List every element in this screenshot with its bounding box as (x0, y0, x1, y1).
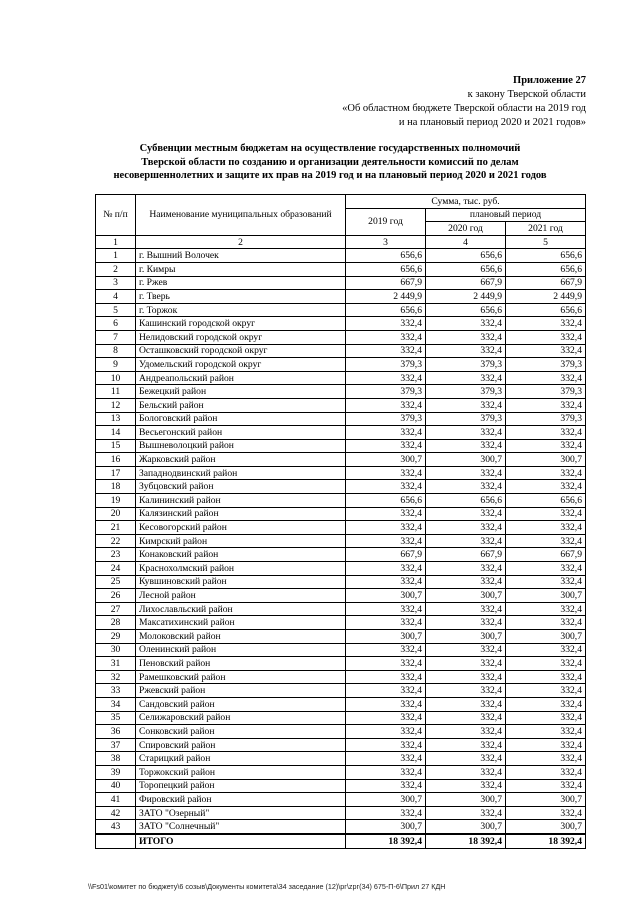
row-2020: 2 449,9 (426, 290, 506, 304)
table-row (96, 779, 586, 793)
row-name: Оленинский район (136, 643, 346, 657)
appendix-line: и на плановый период 2020 и 2021 годов» (398, 117, 586, 128)
row-number: 18 (96, 480, 136, 494)
table-row (96, 494, 586, 508)
row-2021: 332,4 (506, 426, 586, 440)
row-2019: 332,4 (346, 507, 426, 521)
row-2021: 332,4 (506, 684, 586, 698)
row-2021: 300,7 (506, 453, 586, 467)
row-2019: 300,7 (346, 630, 426, 644)
row-2021: 332,4 (506, 575, 586, 589)
row-name: Кувшиновский район (136, 575, 346, 589)
table-row (96, 657, 586, 671)
row-2021: 2 449,9 (506, 290, 586, 304)
row-2020: 332,4 (426, 521, 506, 535)
table-row (96, 562, 586, 576)
total-2021: 18 392,4 (506, 834, 586, 848)
row-2021: 332,4 (506, 534, 586, 548)
row-number: 43 (96, 820, 136, 834)
row-name: Рамешковский район (136, 670, 346, 684)
table-row (96, 752, 586, 766)
row-2019: 332,4 (346, 752, 426, 766)
row-name: Зубцовский район (136, 480, 346, 494)
row-name: Торопецкий район (136, 779, 346, 793)
row-2021: 379,3 (506, 358, 586, 372)
table-row (96, 330, 586, 344)
table-row (96, 344, 586, 358)
table-row (96, 602, 586, 616)
subsidies-table (95, 194, 586, 849)
appendix-line: к закону Тверской области (467, 89, 586, 100)
header-sum: Сумма, тыс. руб. (346, 195, 586, 209)
row-2021: 332,4 (506, 806, 586, 820)
row-number: 6 (96, 317, 136, 331)
row-2019: 332,4 (346, 575, 426, 589)
table-row (96, 426, 586, 440)
header-2020: 2020 год (426, 222, 506, 236)
row-2020: 332,4 (426, 670, 506, 684)
row-number: 23 (96, 548, 136, 562)
row-2019: 332,4 (346, 684, 426, 698)
table-row (96, 262, 586, 276)
row-2020: 332,4 (426, 398, 506, 412)
row-number: 37 (96, 738, 136, 752)
row-2019: 332,4 (346, 480, 426, 494)
row-2021: 332,4 (506, 697, 586, 711)
row-name: Фировский район (136, 793, 346, 807)
row-2020: 332,4 (426, 534, 506, 548)
row-name: Осташковский городской округ (136, 344, 346, 358)
row-2021: 656,6 (506, 303, 586, 317)
row-number: 36 (96, 725, 136, 739)
table-body (96, 249, 586, 834)
table-row (96, 385, 586, 399)
row-2019: 300,7 (346, 820, 426, 834)
row-2021: 379,3 (506, 412, 586, 426)
row-2021: 332,4 (506, 344, 586, 358)
row-2019: 300,7 (346, 589, 426, 603)
row-2019: 332,4 (346, 711, 426, 725)
table-row (96, 793, 586, 807)
row-2021: 332,4 (506, 616, 586, 630)
header-num: № п/п (96, 195, 136, 236)
row-2020: 332,4 (426, 806, 506, 820)
row-2019: 656,6 (346, 303, 426, 317)
row-name: г. Тверь (136, 290, 346, 304)
row-name: Кашинский городской округ (136, 317, 346, 331)
row-2021: 300,7 (506, 793, 586, 807)
col-number-5: 5 (506, 235, 586, 249)
row-number: 31 (96, 657, 136, 671)
table-row (96, 534, 586, 548)
table-row (96, 466, 586, 480)
row-number: 27 (96, 602, 136, 616)
table-row (96, 276, 586, 290)
table-row (96, 697, 586, 711)
col-number-3: 3 (346, 235, 426, 249)
row-number: 8 (96, 344, 136, 358)
row-2020: 332,4 (426, 752, 506, 766)
row-2021: 332,4 (506, 725, 586, 739)
row-2021: 656,6 (506, 494, 586, 508)
row-2020: 332,4 (426, 562, 506, 576)
row-name: Лихославльский район (136, 602, 346, 616)
row-number: 13 (96, 412, 136, 426)
row-name: Краснохолмский район (136, 562, 346, 576)
row-2020: 656,6 (426, 262, 506, 276)
row-number: 1 (96, 249, 136, 263)
row-number: 21 (96, 521, 136, 535)
row-number: 35 (96, 711, 136, 725)
table-row (96, 643, 586, 657)
row-2021: 332,4 (506, 317, 586, 331)
row-name: Лесной район (136, 589, 346, 603)
document-title (60, 142, 600, 183)
table-row (96, 684, 586, 698)
row-2021: 332,4 (506, 439, 586, 453)
row-number: 17 (96, 466, 136, 480)
row-number: 20 (96, 507, 136, 521)
row-name: г. Кимры (136, 262, 346, 276)
row-2019: 332,4 (346, 426, 426, 440)
row-2019: 332,4 (346, 602, 426, 616)
row-name: Западнодвинский район (136, 466, 346, 480)
row-2019: 332,4 (346, 534, 426, 548)
row-name: Калязинский район (136, 507, 346, 521)
total-2019: 18 392,4 (346, 834, 426, 848)
row-2020: 332,4 (426, 317, 506, 331)
row-2019: 332,4 (346, 344, 426, 358)
table-row (96, 521, 586, 535)
file-path-footer: \\Fs01\комитет по бюджету\6 созыв\Документы комитета\34 заседание (12)\рг\zрг(34) 675-П-6\Прил 27 КДН (88, 882, 446, 891)
row-2019: 332,4 (346, 562, 426, 576)
row-2020: 332,4 (426, 439, 506, 453)
row-2019: 332,4 (346, 466, 426, 480)
header-name: Наименование муниципальных образований (136, 195, 346, 236)
row-2020: 332,4 (426, 507, 506, 521)
row-2021: 332,4 (506, 752, 586, 766)
row-2019: 379,3 (346, 358, 426, 372)
row-2019: 332,4 (346, 725, 426, 739)
table-row (96, 806, 586, 820)
row-2021: 332,4 (506, 670, 586, 684)
row-2020: 332,4 (426, 738, 506, 752)
row-name: Конаковский район (136, 548, 346, 562)
row-2020: 300,7 (426, 630, 506, 644)
total-label: ИТОГО (136, 834, 346, 848)
table-row (96, 303, 586, 317)
row-name: г. Ржев (136, 276, 346, 290)
table-row (96, 371, 586, 385)
row-name: Торжокский район (136, 765, 346, 779)
row-name: Кесовогорский район (136, 521, 346, 535)
row-2019: 332,4 (346, 779, 426, 793)
row-2020: 300,7 (426, 589, 506, 603)
row-name: Сонковский район (136, 725, 346, 739)
row-name: Калининский район (136, 494, 346, 508)
row-number: 5 (96, 303, 136, 317)
row-2021: 656,6 (506, 262, 586, 276)
row-2020: 332,4 (426, 779, 506, 793)
row-2021: 332,4 (506, 371, 586, 385)
row-2019: 656,6 (346, 249, 426, 263)
table-row (96, 630, 586, 644)
row-2021: 332,4 (506, 779, 586, 793)
row-2020: 300,7 (426, 453, 506, 467)
table-row (96, 711, 586, 725)
row-2019: 379,3 (346, 412, 426, 426)
row-2019: 667,9 (346, 548, 426, 562)
row-number: 10 (96, 371, 136, 385)
row-number: 22 (96, 534, 136, 548)
total-num-cell (96, 834, 136, 848)
row-2021: 379,3 (506, 385, 586, 399)
row-2020: 332,4 (426, 697, 506, 711)
row-2020: 332,4 (426, 643, 506, 657)
row-2020: 332,4 (426, 711, 506, 725)
row-2021: 332,4 (506, 602, 586, 616)
table-row (96, 616, 586, 630)
row-name: Старицкий район (136, 752, 346, 766)
row-number: 32 (96, 670, 136, 684)
row-number: 12 (96, 398, 136, 412)
row-2021: 332,4 (506, 330, 586, 344)
row-name: Бологовский район (136, 412, 346, 426)
row-number: 41 (96, 793, 136, 807)
table-row (96, 765, 586, 779)
appendix-block (342, 74, 586, 130)
row-number: 9 (96, 358, 136, 372)
row-2021: 332,4 (506, 466, 586, 480)
row-number: 29 (96, 630, 136, 644)
table-row (96, 738, 586, 752)
row-number: 39 (96, 765, 136, 779)
table-row (96, 358, 586, 372)
appendix-line: «Об областном бюджете Тверской области на 2019 год (342, 103, 586, 114)
row-2020: 332,4 (426, 725, 506, 739)
row-2020: 332,4 (426, 480, 506, 494)
row-2020: 332,4 (426, 602, 506, 616)
row-2020: 300,7 (426, 820, 506, 834)
row-2020: 656,6 (426, 494, 506, 508)
row-2021: 332,4 (506, 480, 586, 494)
row-number: 7 (96, 330, 136, 344)
title-line: Субвенции местным бюджетам на осуществление государственных полномочий (139, 143, 521, 154)
row-number: 33 (96, 684, 136, 698)
row-2019: 332,4 (346, 521, 426, 535)
row-number: 4 (96, 290, 136, 304)
row-name: Удомельский городской округ (136, 358, 346, 372)
row-name: Весьегонский район (136, 426, 346, 440)
table-row (96, 249, 586, 263)
total-2020: 18 392,4 (426, 834, 506, 848)
row-name: Жарковский район (136, 453, 346, 467)
row-number: 3 (96, 276, 136, 290)
header-2019: 2019 год (346, 208, 426, 235)
row-name: Сандовский район (136, 697, 346, 711)
total-row (96, 834, 586, 848)
table-row (96, 317, 586, 331)
row-number: 11 (96, 385, 136, 399)
row-name: ЗАТО "Озерный" (136, 806, 346, 820)
row-2020: 379,3 (426, 385, 506, 399)
row-2021: 332,4 (506, 398, 586, 412)
table-row (96, 820, 586, 834)
row-number: 16 (96, 453, 136, 467)
title-line: несовершеннолетних и защите их прав на 2019 год и на плановый период 2020 и 2021 годов (113, 170, 547, 181)
row-number: 2 (96, 262, 136, 276)
row-2019: 332,4 (346, 765, 426, 779)
row-2021: 667,9 (506, 548, 586, 562)
row-number: 40 (96, 779, 136, 793)
row-2019: 332,4 (346, 616, 426, 630)
row-name: Нелидовский городской округ (136, 330, 346, 344)
row-name: ЗАТО "Солнечный" (136, 820, 346, 834)
table-row (96, 412, 586, 426)
row-2019: 332,4 (346, 439, 426, 453)
row-number: 19 (96, 494, 136, 508)
header-2021: 2021 год (506, 222, 586, 236)
row-name: г. Торжок (136, 303, 346, 317)
row-2021: 300,7 (506, 589, 586, 603)
row-2020: 332,4 (426, 616, 506, 630)
row-name: г. Вышний Волочек (136, 249, 346, 263)
row-2020: 332,4 (426, 657, 506, 671)
table-row (96, 548, 586, 562)
row-number: 38 (96, 752, 136, 766)
appendix-title: Приложение 27 (513, 75, 586, 86)
row-2021: 667,9 (506, 276, 586, 290)
row-2020: 667,9 (426, 548, 506, 562)
row-number: 28 (96, 616, 136, 630)
row-2020: 332,4 (426, 765, 506, 779)
row-2021: 332,4 (506, 765, 586, 779)
table-row (96, 670, 586, 684)
row-2020: 300,7 (426, 793, 506, 807)
row-2021: 332,4 (506, 521, 586, 535)
row-2020: 656,6 (426, 249, 506, 263)
row-2020: 332,4 (426, 426, 506, 440)
row-name: Бельский район (136, 398, 346, 412)
table-row (96, 398, 586, 412)
row-name: Андреапольский район (136, 371, 346, 385)
row-2021: 656,6 (506, 249, 586, 263)
row-number: 15 (96, 439, 136, 453)
row-2019: 656,6 (346, 262, 426, 276)
row-name: Максатихинский район (136, 616, 346, 630)
row-2021: 332,4 (506, 738, 586, 752)
row-2019: 379,3 (346, 385, 426, 399)
row-2020: 379,3 (426, 412, 506, 426)
col-number-1: 1 (96, 235, 136, 249)
header-planned: плановый период (426, 208, 586, 222)
row-number: 25 (96, 575, 136, 589)
row-number: 26 (96, 589, 136, 603)
table-row (96, 453, 586, 467)
row-2020: 379,3 (426, 358, 506, 372)
table-row (96, 575, 586, 589)
row-2020: 332,4 (426, 344, 506, 358)
row-name: Вышневолоцкий район (136, 439, 346, 453)
row-2019: 332,4 (346, 371, 426, 385)
row-name: Кимрский район (136, 534, 346, 548)
row-number: 42 (96, 806, 136, 820)
row-name: Пеновский район (136, 657, 346, 671)
row-number: 14 (96, 426, 136, 440)
row-2019: 332,4 (346, 738, 426, 752)
row-name: Спировский район (136, 738, 346, 752)
row-2021: 332,4 (506, 657, 586, 671)
row-2019: 2 449,9 (346, 290, 426, 304)
row-2019: 667,9 (346, 276, 426, 290)
row-2021: 300,7 (506, 630, 586, 644)
row-2019: 332,4 (346, 657, 426, 671)
table-row (96, 507, 586, 521)
row-2019: 332,4 (346, 398, 426, 412)
row-name: Ржевский район (136, 684, 346, 698)
row-2021: 332,4 (506, 507, 586, 521)
row-2019: 332,4 (346, 697, 426, 711)
row-2020: 656,6 (426, 303, 506, 317)
title-line: Тверской области по созданию и организации деятельности комиссий по делам (141, 156, 519, 168)
row-2021: 332,4 (506, 711, 586, 725)
row-2020: 667,9 (426, 276, 506, 290)
table-row (96, 439, 586, 453)
row-2020: 332,4 (426, 684, 506, 698)
row-2021: 300,7 (506, 820, 586, 834)
row-2019: 332,4 (346, 670, 426, 684)
row-name: Молоковский район (136, 630, 346, 644)
row-2019: 656,6 (346, 494, 426, 508)
row-2019: 332,4 (346, 806, 426, 820)
row-2021: 332,4 (506, 643, 586, 657)
row-2020: 332,4 (426, 330, 506, 344)
row-2019: 332,4 (346, 643, 426, 657)
row-2019: 300,7 (346, 453, 426, 467)
row-name: Селижаровский район (136, 711, 346, 725)
col-number-4: 4 (426, 235, 506, 249)
table-row (96, 589, 586, 603)
row-number: 34 (96, 697, 136, 711)
row-2019: 332,4 (346, 330, 426, 344)
row-2020: 332,4 (426, 575, 506, 589)
row-2021: 332,4 (506, 562, 586, 576)
row-2020: 332,4 (426, 371, 506, 385)
row-number: 30 (96, 643, 136, 657)
row-2020: 332,4 (426, 466, 506, 480)
row-number: 24 (96, 562, 136, 576)
table-row (96, 290, 586, 304)
row-2019: 300,7 (346, 793, 426, 807)
row-2019: 332,4 (346, 317, 426, 331)
table-row (96, 725, 586, 739)
col-number-2: 2 (136, 235, 346, 249)
row-name: Бежецкий район (136, 385, 346, 399)
table-row (96, 480, 586, 494)
